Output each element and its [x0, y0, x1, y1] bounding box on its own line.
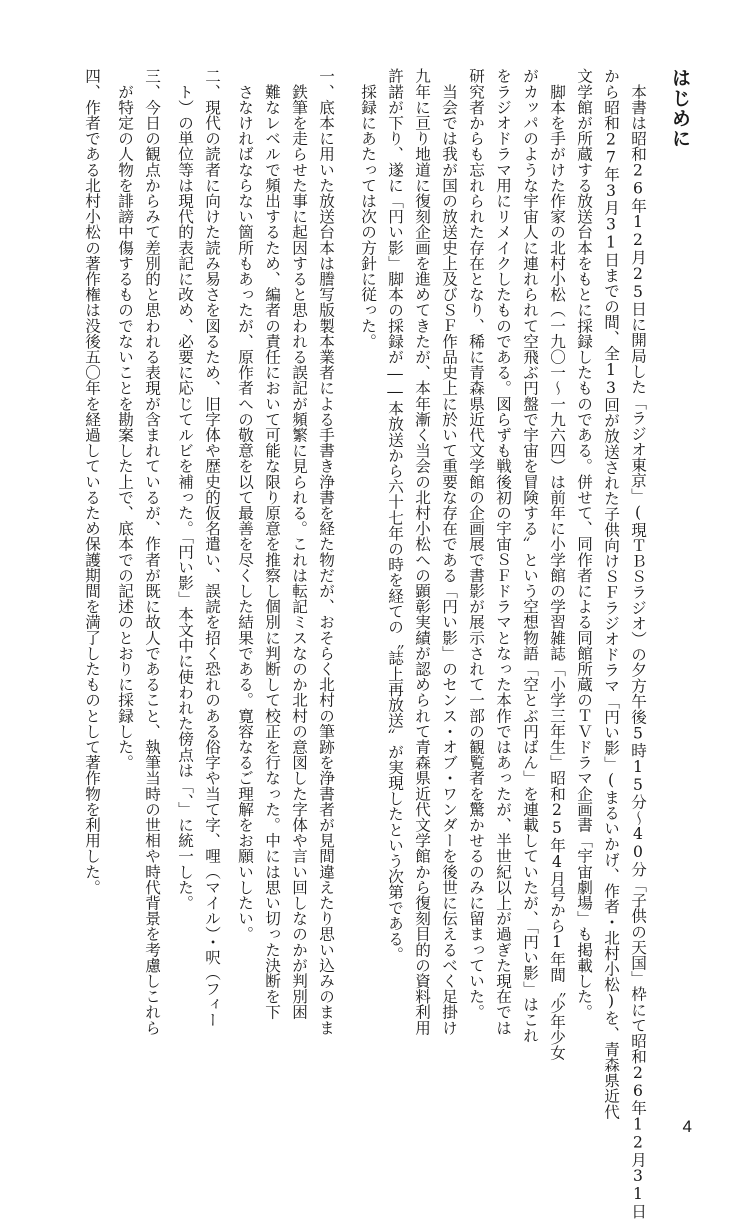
- policy-item-2-continued: ト）の単位等は現代的表記に改め、必要に応じてルビを補った。「円い影」本文中に使われた傍点は「、」に統一した。: [176, 68, 194, 911]
- body-column: 当会では我が国の放送史上及びＳＦ作品史上に於いて重要な存在である「円い影」のセンス・オブ・ワンダーを後世に伝えるべく足掛け: [440, 68, 458, 1036]
- policy-item-1-continued: 難なレベルで頻出するため、編者の責任において可能な限り原意を推察し個別に判断して校正を行なった。中には思い切った決断を下: [263, 68, 281, 1020]
- body-column: をラジオドラマ用にリメイクしたものである。図らずも戦後初の宇宙ＳＦドラマとなった本作ではあったが、半世紀以上が過ぎた現在では: [494, 68, 512, 1036]
- policy-item-4: 四、作者である北村小松の著作権は没後五〇年を経過しているため保護期間を満了したものとして著作物を利用した。: [83, 68, 101, 895]
- body-column: 脚本を手がけた作家の北村小松（一九〇一～一九六四）は前年に小学館の学習雑誌「小学三年生」昭和25年4月号から1年間〝少年少女: [548, 68, 566, 1061]
- policy-item-3-continued: が特定の人物を誹謗中傷するものでないことを勘案した上で、底本での記述のとおりに採録した。: [116, 68, 134, 770]
- body-column: 許諾が下り、遂に「円い影」脚本の採録が――本放送から六十七年の時を経ての〝誌上再放送〟が実現したという次第である。: [386, 68, 404, 962]
- body-column: 研究者からも忘れられた存在となり、稀に青森県近代文学館の企画展で書影が展示されて一部の観覧者を驚かせるのみに留まっていた。: [467, 68, 485, 1020]
- body-column: がカッパのような宇宙人に連れられて空飛ぶ円盤で宇宙を冒険する〟という空想物語「空とぶ円ばん」を連載していたが、「円い影」はこれ: [521, 68, 539, 1043]
- body-column: 九年に亘り地道に復刻企画を進めてきたが、本年漸く当会の北村小松への顕彰実績が認められて青森県近代文学館から復刻目的の資料利用: [413, 68, 431, 1036]
- policy-item-2: 二、現代の読者に向けた読み易さを図るため、旧字体や歴史的仮名遣い、誤読を招く恐れのある俗字や当て字、哩（マイル）・呎（フィー: [203, 68, 221, 1028]
- policy-item-1-continued: 鉄筆を走らせた事に起因すると思われる誤記が頻繁に見られる。これは転記ミスなのか北村の意図した字体や言い回しなのかが判別困: [290, 68, 308, 1020]
- policy-item-1-continued: さなければならない箇所もあったが、原作者への敬意を以て最善を尽くした結果である。寛容なるご理解をお願いしたい。: [236, 68, 254, 942]
- page-number: 4: [682, 1117, 692, 1136]
- policy-item-1: 一、底本に用いた放送台本は謄写版製本業者による手書き浄書を経た物だが、おそらく北村の筆跡を浄書者が見間違えたり思い込みのまま: [317, 68, 335, 1036]
- body-column: 文学館が所蔵する放送台本をもとに採録したものである。併せて、同作者による同館所蔵のＴＶドラマ企画書「宇宙劇場」も掲載した。: [575, 68, 593, 1020]
- body-column: から昭和27年3月31日までの間、全13回が放送された子供向けＳＦラジオドラマ「円い影」(まるいかげ、作者・北村小松)を、青森県近代: [602, 68, 620, 1120]
- page-title: はじめに: [669, 68, 691, 149]
- body-column: 本書は昭和26年12月25日に開局した「ラジオ東京」(現ＴＢＳラジオ）の夕方午後5時15分～40分「子供の天国」枠にて昭和26年12月31日: [629, 68, 647, 1219]
- body-column: 採録にあたっては次の方針に従った。: [359, 68, 377, 349]
- policy-item-3: 三、今日の観点からみて差別的と思われる表現が含まれているが、作者が既に故人であること、執筆当時の世相や時代背景を考慮しこれら: [143, 68, 161, 1036]
